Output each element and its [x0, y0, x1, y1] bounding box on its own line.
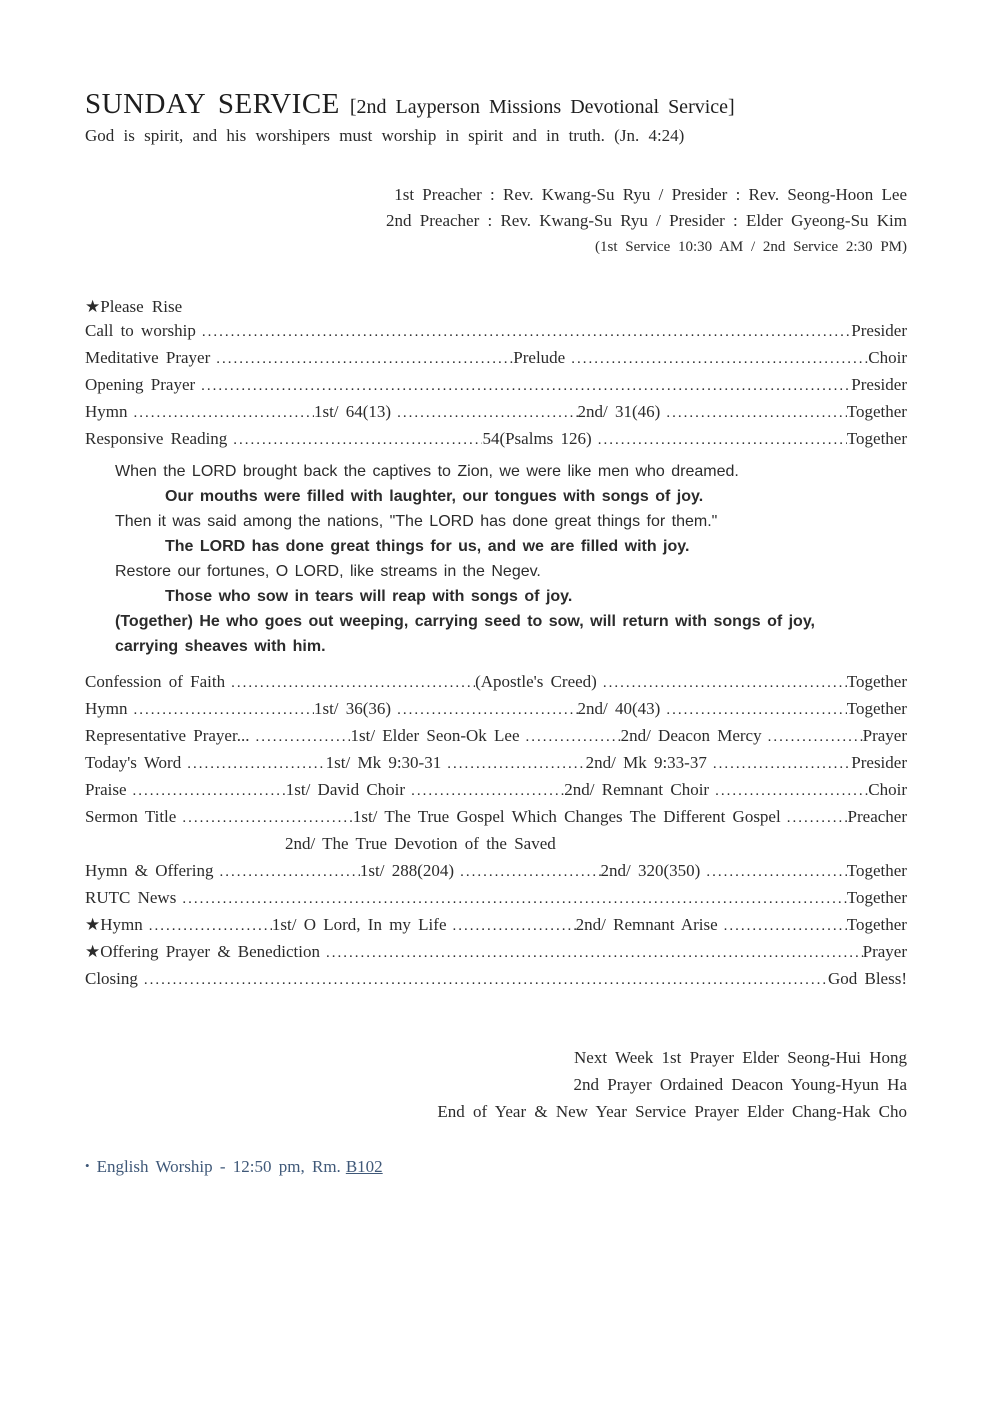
- program-detail: 2nd/ Deacon Mercy: [620, 726, 762, 745]
- program-label: Hymn: [85, 699, 128, 718]
- program-role: Together: [846, 402, 907, 421]
- dot-leader: [227, 427, 482, 454]
- reading-line: Those who sow in tears will reap with songs of joy.: [165, 588, 573, 605]
- dot-leader: [707, 751, 851, 778]
- dot-leader: [447, 913, 576, 940]
- dot-leader: [176, 805, 353, 832]
- scripture-verse: God is spirit, and his worshipers must worship in spirit and in truth. (Jn. 4:24): [85, 126, 685, 145]
- dot-leader: [660, 400, 846, 427]
- program-order-top: [85, 317, 907, 452]
- program-role: Together: [846, 861, 907, 880]
- program-detail: 1st/ O Lord, In my Life: [271, 915, 447, 934]
- program-row: [85, 371, 907, 398]
- program-row: [85, 803, 907, 830]
- program-detail: 2nd/ Mk 9:33-37: [585, 753, 707, 772]
- dot-leader: [709, 778, 868, 805]
- reading-line: Restore our fortunes, O LORD, like streams in the Negev.: [115, 563, 541, 580]
- program-label: Praise: [85, 780, 127, 799]
- program-role: God Bless!: [827, 969, 907, 988]
- page-title: [85, 88, 907, 121]
- program-row: [85, 749, 907, 776]
- program-label: Confession of Faith: [85, 672, 226, 691]
- program-label: Representative Prayer...: [85, 726, 250, 745]
- program-role: Presider: [851, 753, 907, 772]
- program-role: Choir: [868, 780, 908, 799]
- dot-leader: [128, 697, 314, 724]
- program-detail: 2nd/ The True Devotion of the Saved: [285, 834, 556, 853]
- program-role: Together: [846, 699, 907, 718]
- program-detail: Prelude: [513, 348, 566, 367]
- program-role: Presider: [851, 321, 907, 340]
- service-times: (1st Service 10:30 AM / 2nd Service 2:30 PM): [595, 239, 907, 255]
- program-detail: 1st/ 288(204): [359, 861, 455, 880]
- title-text: SUNDAY SERVICE: [85, 88, 340, 120]
- program-detail: 2nd/ 40(43): [577, 699, 661, 718]
- program-detail: 1st/ David Choir: [285, 780, 406, 799]
- dot-leader: [391, 697, 577, 724]
- program-order-bottom: [85, 668, 907, 992]
- program-role: Prayer: [862, 942, 907, 961]
- program-label: Opening Prayer: [85, 375, 196, 394]
- program-role: Preacher: [847, 807, 907, 826]
- dot-leader: [405, 778, 564, 805]
- responsive-reading-block: [85, 459, 907, 659]
- program-label: RUTC News: [85, 888, 177, 907]
- program-label: Call to worship: [85, 321, 196, 340]
- dot-leader: [143, 913, 272, 940]
- dot-leader: [762, 724, 863, 751]
- dot-leader: [213, 859, 359, 886]
- program-role: Prayer: [862, 726, 907, 745]
- program-detail: 54(Psalms 126): [482, 429, 592, 448]
- program-detail: (Apostle's Creed): [475, 672, 597, 691]
- program-detail: 1st/ 64(13): [313, 402, 392, 421]
- dot-leader: [127, 778, 286, 805]
- dot-leader: [320, 940, 863, 967]
- reading-line: carrying sheaves with him.: [115, 638, 326, 655]
- preacher-line-1: 1st Preacher : Rev. Kwang-Su Ryu / Presider : Rev. Seong-Hoon Lee: [394, 185, 907, 204]
- next-week-prayer-line-1: Next Week 1st Prayer Elder Seong-Hui Hong: [574, 1048, 907, 1067]
- title-bracket-text: [2nd Layperson Missions Devotional Service]: [349, 96, 735, 118]
- dot-leader: [138, 967, 828, 994]
- english-worship-line: [85, 1157, 907, 1177]
- program-row: [85, 425, 907, 452]
- program-row: [85, 668, 907, 695]
- program-label: Responsive Reading: [85, 429, 228, 448]
- next-week-prayer-line-2: 2nd Prayer Ordained Deacon Young-Hyun Ha: [573, 1075, 907, 1094]
- program-row: [85, 398, 907, 425]
- dot-leader: [520, 724, 621, 751]
- program-row: [85, 938, 907, 965]
- preacher-info-block: [85, 182, 907, 261]
- program-row: [85, 317, 907, 344]
- program-row: [85, 695, 907, 722]
- dot-leader: [128, 400, 314, 427]
- preacher-line-2: 2nd Preacher : Rev. Kwang-Su Ryu / Presider : Elder Gyeong-Su Kim: [386, 211, 907, 230]
- program-label: ★Hymn: [85, 915, 143, 934]
- program-row: [85, 776, 907, 803]
- program-label: Hymn & Offering: [85, 861, 214, 880]
- reading-line: (Together) He who goes out weeping, carrying seed to sow, will return with songs of joy,: [115, 613, 815, 630]
- program-label: Meditative Prayer: [85, 348, 211, 367]
- program-role: Presider: [851, 375, 907, 394]
- dot-leader: [181, 751, 325, 778]
- program-detail: 1st/ Elder Seon-Ok Lee: [350, 726, 520, 745]
- dot-leader: [781, 805, 848, 832]
- dot-leader: [565, 346, 868, 373]
- program-role: Together: [846, 888, 907, 907]
- dot-leader: [718, 913, 847, 940]
- program-label: Closing: [85, 969, 138, 988]
- program-row: [85, 911, 907, 938]
- program-row: [85, 722, 907, 749]
- program-detail: 1st/ Mk 9:30-31: [325, 753, 442, 772]
- program-detail: 1st/ 36(36): [313, 699, 392, 718]
- program-label: Today's Word: [85, 753, 182, 772]
- dot-leader: [249, 724, 350, 751]
- program-row: [85, 830, 907, 857]
- dot-leader: [210, 346, 513, 373]
- please-rise-note: ★Please Rise: [85, 297, 183, 316]
- reading-line: Then it was said among the nations, "The LORD has done great things for them.": [115, 513, 718, 530]
- program-role: Choir: [868, 348, 907, 367]
- dot-leader: [441, 751, 585, 778]
- program-detail: 2nd/ Remnant Arise: [575, 915, 718, 934]
- program-role: Together: [846, 915, 907, 934]
- english-worship-text: English Worship - 12:50 pm, Rm.: [96, 1157, 341, 1176]
- program-label: ★Offering Prayer & Benediction: [85, 942, 320, 961]
- room-link[interactable]: B102: [345, 1157, 383, 1176]
- dot-leader: [660, 697, 846, 724]
- reading-line: The LORD has done great things for us, and we are filled with joy.: [165, 538, 690, 555]
- program-detail: 2nd/ 31(46): [577, 402, 661, 421]
- dot-leader: [196, 319, 851, 346]
- program-label: Hymn: [85, 402, 128, 421]
- bullet-icon: •: [85, 1158, 90, 1173]
- next-week-prayers-block: [85, 1044, 907, 1125]
- dot-leader: [391, 400, 577, 427]
- program-role: Together: [846, 429, 908, 448]
- program-detail: 2nd/ Remnant Choir: [564, 780, 710, 799]
- program-row: [85, 857, 907, 884]
- dot-leader: [700, 859, 846, 886]
- dot-leader: [592, 427, 847, 454]
- program-role: Together: [846, 672, 907, 691]
- dot-leader: [597, 670, 847, 697]
- reading-line: Our mouths were filled with laughter, our tongues with songs of joy.: [165, 488, 704, 505]
- dot-leader: [176, 886, 847, 913]
- program-detail: 2nd/ 320(350): [600, 861, 701, 880]
- dot-leader: [454, 859, 600, 886]
- program-label: Sermon Title: [85, 807, 177, 826]
- next-week-prayer-line-3: End of Year & New Year Service Prayer Elder Chang-Hak Cho: [437, 1102, 907, 1121]
- program-row: [85, 965, 907, 992]
- reading-line: When the LORD brought back the captives to Zion, we were like men who dreamed.: [115, 463, 739, 480]
- dot-leader: [225, 670, 475, 697]
- program-row: [85, 884, 907, 911]
- dot-leader: [195, 373, 851, 400]
- program-detail: 1st/ The True Gospel Which Changes The Different Gospel: [352, 807, 781, 826]
- program-row: [85, 344, 907, 371]
